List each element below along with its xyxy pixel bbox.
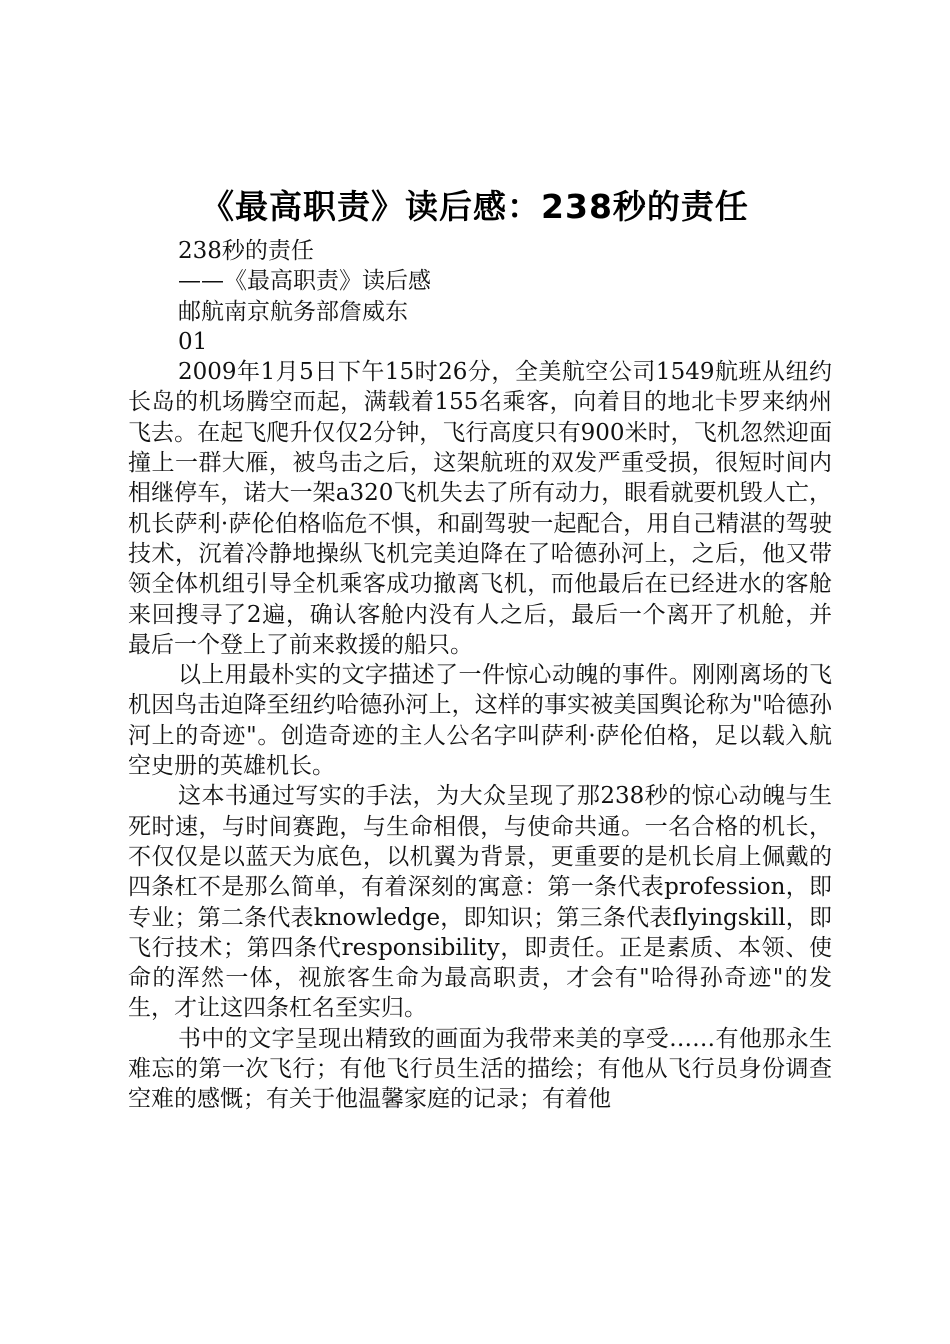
book-reference-line: ——《最高职责》读后感 (178, 268, 431, 295)
document-body (128, 236, 832, 1115)
section-number: 01 (178, 328, 208, 355)
subtitle-line: 238秒的责任 (178, 238, 314, 264)
author-line: 邮航南京航务部詹威东 (178, 298, 408, 325)
paragraph: 2009年1月5日下午15时26分，全美航空公司1549航班从纽约长岛的机场腾空而起，满载着155名乘客，向着目的地北卡罗来纳州飞去。在起飞爬升仅仅2分钟，飞行高度只有900米时，飞机忽然迎面撞上一群大雁，被鸟击之后，这架航班的双发严重受损，很短时间内相继停车，诺大一架a320飞机失去了所有动力，眼看就要机毁人亡，机长萨利·萨伦伯格临危不惧，和副驾驶一起配合，用自己精湛的驾驶技术，沉着冷静地操纵飞机完美迫降在了哈德孙河上，之后，他又带领全体机组引导全机乘客成功撤离飞机，而他最后在已经进水的客舱来回搜寻了2遍，确认客舱内没有人之后，最后一个离开了机舱，并最后一个登上了前来救援的船只。 (128, 359, 832, 658)
paragraph: 书中的文字呈现出精致的画面为我带来美的享受……有他那永生难忘的第一次飞行；有他飞行员生活的描绘；有他从飞行员身份调查空难的感慨；有关于他温馨家庭的记录；有着他 (128, 1025, 832, 1113)
paragraph: 这本书通过写实的手法，为大众呈现了那238秒的惊心动魄与生死时速，与时间赛跑，与生命相偎，与使命共通。一名合格的机长，不仅仅是以蓝天为底色，以机翼为背景，更重要的是机长肩上佩戴的四条杠不是那么简单，有着深刻的寓意：第一条代表profession，即专业；第二条代表knowledge，即知识；第三条代表flyingskill，即飞行技术；第四条代responsibility，即责任。正是素质、本领、使命的浑然一体，视旅客生命为最高职责，才会有"哈得孙奇迹"的发生，才让这四条杠名至实归。 (128, 783, 832, 1022)
paragraph: 以上用最朴实的文字描述了一件惊心动魄的事件。刚刚离场的飞机因鸟击迫降至纽约哈德孙河上，这样的事实被美国舆论称为"哈德孙河上的奇迹"。创造奇迹的主人公名字叫萨利·萨伦伯格，足以载入航空史册的英雄机长。 (128, 662, 832, 780)
document-title: 《最高职责》读后感：238秒的责任 (201, 187, 749, 226)
